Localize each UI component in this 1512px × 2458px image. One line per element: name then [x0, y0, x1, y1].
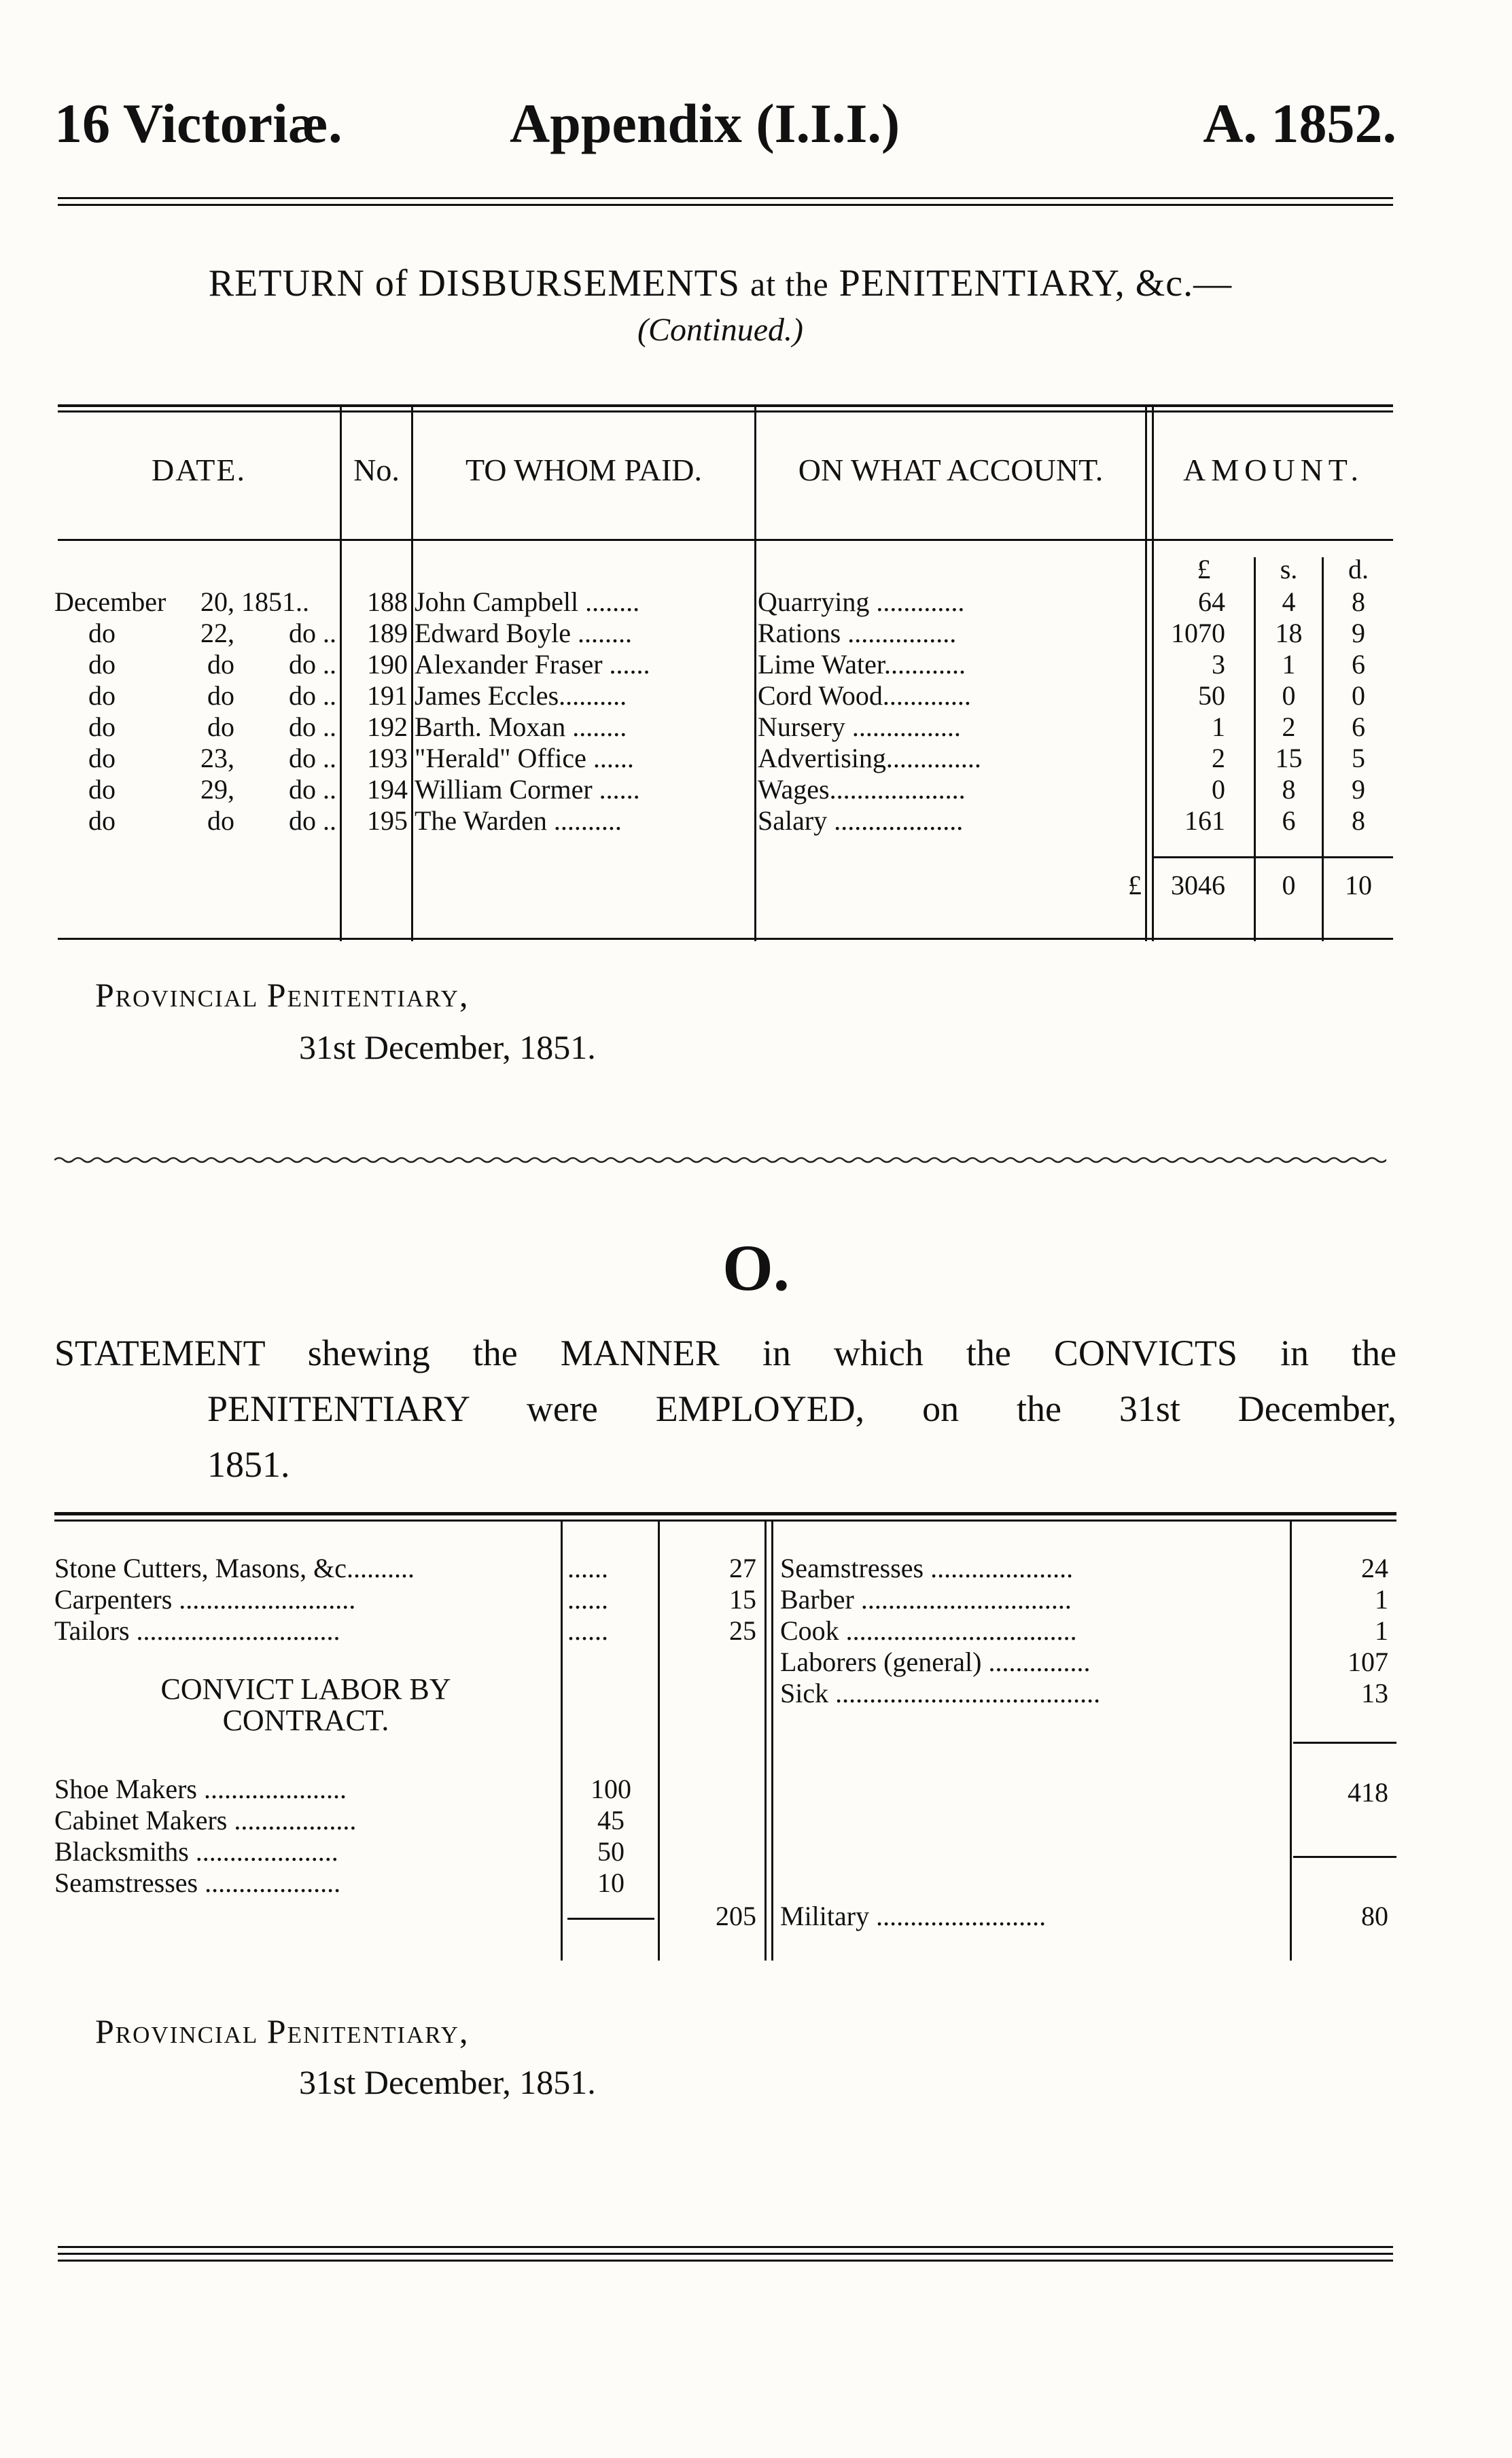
footer-date: 31st December, 1851. [299, 1028, 596, 1066]
date-day: do [207, 680, 234, 711]
date-month: do [88, 712, 116, 742]
employment-value: 1 [1375, 1584, 1388, 1615]
shillings-symbol: s. [1280, 554, 1298, 584]
amount-pence: 9 [1352, 618, 1365, 648]
employment-value: 13 [1361, 1678, 1388, 1708]
statement-line-2: PENITENTIARY were EMPLOYED, on the 31st December, [207, 1388, 1396, 1429]
disbursements-table [54, 404, 1393, 941]
col-no: No. [353, 453, 400, 487]
account: Advertising.............. [758, 743, 981, 773]
amount-pence: 6 [1352, 712, 1365, 742]
contract-count: 100 [591, 1774, 631, 1804]
bottom-rule-3 [58, 2260, 1393, 2262]
date-month: do [88, 774, 116, 805]
total-pounds: 3046 [1171, 870, 1225, 900]
amount-pounds: 2 [1212, 743, 1225, 773]
amount-shillings: 2 [1282, 712, 1296, 742]
amount-pence: 0 [1352, 680, 1365, 711]
disbursement-row [58, 743, 1393, 774]
right-total-rule [1293, 1742, 1396, 1744]
table-rule [58, 404, 1393, 407]
year-label: A. 1852. [1203, 92, 1396, 154]
amount-pounds: 1070 [1171, 618, 1225, 648]
disbursement-row [58, 805, 1393, 837]
col-divider [561, 1522, 563, 1961]
date-year: do .. [289, 680, 336, 711]
employment-label: Sick ....................................... [780, 1678, 1101, 1708]
contract-count: 50 [597, 1836, 625, 1867]
total-row [58, 870, 1393, 901]
date-month: December [54, 586, 166, 617]
military-value: 80 [1361, 1901, 1388, 1931]
military-label: Military ......................... [780, 1901, 1047, 1931]
date-day: do [207, 805, 234, 836]
contract-label: Cabinet Makers .................. [54, 1805, 357, 1836]
trade-dots: ...... [567, 1584, 608, 1615]
trade-total: 25 [729, 1615, 756, 1646]
amount-pence: 8 [1352, 586, 1365, 617]
employment-value: 24 [1361, 1553, 1388, 1583]
amount-shillings: 18 [1275, 618, 1303, 648]
trade-label: Tailors .............................. [54, 1615, 340, 1646]
voucher-number: 189 [367, 618, 408, 648]
employment-label: Barber ............................... [780, 1584, 1072, 1615]
disbursements-title [54, 262, 1386, 305]
date-year: 1851.. [241, 586, 309, 617]
contract-heading-2: CONTRACT. [222, 1705, 389, 1736]
payee: James Eccles.......... [415, 680, 627, 711]
employment-table [54, 1512, 1396, 1961]
page-header [54, 92, 1396, 173]
title-at: at the [750, 265, 829, 303]
bottom-rule-1 [58, 2246, 1393, 2248]
amount-shillings: 8 [1282, 774, 1296, 805]
footer-place [95, 975, 469, 1015]
total-rule [1154, 856, 1393, 858]
date-day: do [207, 649, 234, 680]
statement-line-1: STATEMENT shewing the MANNER in which the CONVICTS in the [54, 1333, 1396, 1373]
amount-pounds: 0 [1212, 774, 1225, 805]
account: Salary ................... [758, 805, 964, 836]
voucher-number: 194 [367, 774, 408, 805]
employment-value: 107 [1348, 1647, 1388, 1677]
disbursement-row [58, 649, 1393, 680]
disbursement-row [58, 618, 1393, 649]
voucher-number: 190 [367, 649, 408, 680]
trade-total: 15 [729, 1584, 756, 1615]
footer-place-word-2: Penitentiary, [266, 976, 470, 1014]
contract-count: 10 [597, 1867, 625, 1898]
footer-place-word-1: Provincial [95, 2012, 259, 2050]
account: Nursery ................ [758, 712, 961, 742]
employment-value: 1 [1375, 1615, 1388, 1646]
col-account: ON WHAT ACCOUNT. [798, 453, 1104, 487]
session-label: 16 Victoriæ. [54, 92, 342, 154]
section-letter: O. [722, 1231, 790, 1304]
trade-total: 27 [729, 1553, 756, 1583]
employment-label: Laborers (general) ............... [780, 1647, 1091, 1677]
date-month: do [88, 805, 116, 836]
col-to-whom: TO WHOM PAID. [465, 453, 703, 487]
account: Quarrying ............. [758, 586, 965, 617]
account: Rations ................ [758, 618, 957, 648]
amount-shillings: 0 [1282, 680, 1296, 711]
wavy-separator [54, 1155, 1386, 1165]
contract-label: Blacksmiths ..................... [54, 1836, 338, 1867]
title-main: RETURN of DISBURSEMENTS [208, 262, 740, 304]
payee: John Campbell ........ [415, 586, 640, 617]
header-rule-top [58, 197, 1393, 199]
trade-label: Carpenters .......................... [54, 1584, 356, 1615]
disbursement-row [54, 586, 1393, 618]
account: Lime Water............ [758, 649, 966, 680]
table-rule [54, 1520, 1396, 1522]
pounds-symbol: £ [1197, 554, 1211, 584]
footer-place-word-2: Penitentiary, [266, 2012, 470, 2050]
payee: William Cormer ...... [415, 774, 640, 805]
payee: Barth. Moxan ........ [415, 712, 627, 742]
date-day: 23, [200, 743, 234, 773]
trade-label: Stone Cutters, Masons, &c.......... [54, 1553, 415, 1583]
footer-place-word-1: Provincial [95, 976, 259, 1014]
account: Cord Wood............. [758, 680, 971, 711]
appendix-label: Appendix (I.I.I.) [510, 92, 900, 154]
payee: "Herald" Office ...... [415, 743, 634, 773]
contract-label: Shoe Makers ..................... [54, 1774, 347, 1804]
title-place: PENITENTIARY, &c.— [839, 262, 1233, 304]
disbursement-row [58, 774, 1393, 805]
amount-shillings: 6 [1282, 805, 1296, 836]
right-total: 418 [1348, 1777, 1388, 1808]
amount-pence: 8 [1352, 805, 1365, 836]
payee: Alexander Fraser ...... [415, 649, 650, 680]
col-divider [658, 1522, 660, 1961]
contract-count: 45 [597, 1805, 625, 1836]
currency-header-row [58, 554, 1393, 585]
amount-shillings: 15 [1275, 743, 1303, 773]
voucher-number: 192 [367, 712, 408, 742]
amount-shillings: 1 [1282, 649, 1296, 680]
contract-total: 205 [716, 1901, 756, 1931]
voucher-number: 191 [367, 680, 408, 711]
date-year: do .. [289, 774, 336, 805]
table-rule [58, 410, 1393, 412]
amount-pounds: 64 [1198, 586, 1225, 617]
date-year: do .. [289, 712, 336, 742]
col-divider [771, 1522, 773, 1961]
date-day: 20, [200, 586, 234, 617]
col-divider [764, 1522, 767, 1961]
amount-pence: 5 [1352, 743, 1365, 773]
contract-label: Seamstresses .................... [54, 1867, 341, 1898]
amount-pounds: 1 [1212, 712, 1225, 742]
date-year: do .. [289, 618, 336, 648]
payee: The Warden .......... [415, 805, 622, 836]
voucher-number: 188 [367, 586, 408, 617]
trade-dots: ...... [567, 1553, 608, 1583]
col-divider [1290, 1522, 1292, 1961]
amount-pence: 9 [1352, 774, 1365, 805]
table-head-rule [58, 539, 1393, 541]
col-amount: AMOUNT. [1183, 453, 1364, 487]
payee: Edward Boyle ........ [415, 618, 632, 648]
date-day: 29, [200, 774, 234, 805]
voucher-number: 193 [367, 743, 408, 773]
date-month: do [88, 618, 116, 648]
table-rule [54, 1512, 1396, 1515]
footer-place-2 [95, 2012, 469, 2051]
amount-pence: 6 [1352, 649, 1365, 680]
footer-date-2: 31st December, 1851. [299, 2063, 596, 2101]
date-year: do .. [289, 649, 336, 680]
amount-pounds: 161 [1184, 805, 1225, 836]
disbursement-row [58, 712, 1393, 743]
pence-symbol: d. [1348, 554, 1369, 584]
total-pence: 10 [1345, 870, 1372, 900]
statement-heading [54, 1325, 1396, 1492]
header-rule-bottom [58, 204, 1393, 206]
statement-line-3: 1851. [207, 1444, 290, 1485]
date-month: do [88, 680, 116, 711]
amount-shillings: 4 [1282, 586, 1296, 617]
disbursement-row [58, 680, 1393, 712]
date-month: do [88, 649, 116, 680]
bottom-rule-2 [58, 2253, 1393, 2255]
disbursements-subtitle: (Continued.) [637, 312, 803, 348]
date-year: do .. [289, 743, 336, 773]
voucher-number: 195 [367, 805, 408, 836]
employment-label: Cook .................................. [780, 1615, 1077, 1646]
total-pound-symbol: £ [1128, 870, 1142, 900]
account: Wages.................... [758, 774, 966, 805]
contract-total-rule [567, 1918, 654, 1920]
amount-pounds: 50 [1198, 680, 1225, 711]
date-year: do .. [289, 805, 336, 836]
date-day: do [207, 712, 234, 742]
military-rule [1293, 1856, 1396, 1858]
total-shillings: 0 [1282, 870, 1296, 900]
contract-heading-1: CONVICT LABOR BY [160, 1674, 451, 1705]
date-day: 22, [200, 618, 234, 648]
amount-pounds: 3 [1212, 649, 1225, 680]
date-month: do [88, 743, 116, 773]
table-bottom-rule [58, 938, 1393, 940]
employment-label: Seamstresses ..................... [780, 1553, 1074, 1583]
trade-dots: ...... [567, 1615, 608, 1646]
col-date: DATE. [151, 453, 247, 487]
